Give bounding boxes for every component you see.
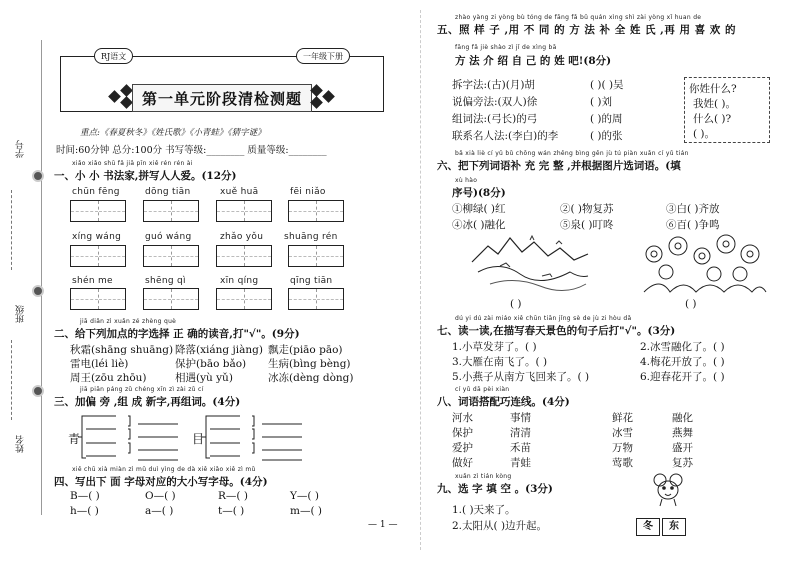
s8-title: 八、词语搭配巧连线。(4分) [437, 396, 570, 408]
idiom-item[interactable]: ②( )物复苏 [560, 203, 614, 215]
writing-grid[interactable] [70, 288, 126, 310]
s1-pinyin: xiǎo xiǎo shū fǎ jiā pīn xiě rén rén ài [72, 160, 193, 167]
writing-grid[interactable] [288, 245, 344, 267]
writing-grid[interactable] [70, 200, 126, 222]
letter-item[interactable]: m—( ) [290, 505, 322, 517]
subject-tag: RJ语文 [94, 48, 133, 64]
match-word[interactable]: 复苏 [672, 457, 693, 469]
sentence-item[interactable]: 2.冰雪融化了。( ) [640, 341, 725, 353]
match-word[interactable]: 保护 [452, 427, 473, 439]
s2-item[interactable]: 飘走(piāo pāo) [268, 344, 343, 356]
radical-group-1 [66, 412, 186, 462]
idiom-item[interactable]: ④冰( )融化 [452, 219, 506, 231]
letter-item[interactable]: O—( ) [145, 490, 176, 502]
writing-grid[interactable] [216, 245, 272, 267]
idiom-item[interactable]: ⑤泉( )叮咚 [560, 219, 614, 231]
binding-hole [32, 285, 44, 297]
river-ice-picture [470, 232, 590, 294]
idiom-item[interactable]: ①柳绿( )红 [452, 203, 506, 215]
s6-pinyin2: xù hào [455, 177, 478, 184]
match-word[interactable]: 盛开 [672, 442, 693, 454]
surname-blank[interactable]: ( )的张 [590, 130, 623, 142]
class-label: 班级 [16, 305, 26, 323]
match-word[interactable]: 做好 [452, 457, 473, 469]
match-word[interactable]: 禾苗 [510, 442, 531, 454]
sentence-item[interactable]: 4.梅花开放了。( ) [640, 356, 725, 368]
letter-item[interactable]: h—( ) [70, 505, 99, 517]
writing-grid[interactable] [216, 288, 272, 310]
match-word[interactable]: 燕舞 [672, 427, 693, 439]
page-title: 第一单元阶段清检测题 [132, 84, 312, 112]
s1-pinyin-word: fēi niǎo [290, 187, 326, 197]
s2-item[interactable]: 雷电(léi liè) [70, 358, 129, 370]
sentence-item[interactable]: 6.迎春花开了。( ) [640, 371, 725, 383]
s1-pinyin-word: xīn qíng [220, 276, 259, 286]
s1-pinyin-word: xuě huā [220, 187, 259, 197]
s2-item[interactable]: 冰冻(dèng dòng) [268, 372, 354, 384]
match-word[interactable]: 青蛙 [510, 457, 531, 469]
cut-line [11, 340, 12, 420]
s2-item[interactable]: 保护(bāo bǎo) [175, 358, 247, 370]
s3-pinyin: jiā piān páng zǔ chéng xīn zì zài zǔ cí [80, 386, 204, 393]
picture-answer-blank[interactable]: ( ) [685, 298, 697, 310]
bracket-lines [190, 412, 310, 462]
s7-pinyin: dú yi dú zài miáo xiě chūn tiān jǐng sè de jù zi hòu dǎ [455, 315, 632, 322]
s2-item[interactable]: 降落(xiáng jiàng) [175, 344, 263, 356]
base-char: 目 [192, 432, 205, 446]
letter-item[interactable]: B—( ) [70, 490, 100, 502]
surname-method: 联系名人法:(李白)的李 [452, 130, 559, 142]
s3-title: 三、加偏 旁 ,组 成 新字,再组词。(4分) [54, 396, 241, 408]
flowers-picture [640, 232, 768, 294]
s2-item[interactable]: 生病(bìng bèng) [268, 358, 351, 370]
letter-item[interactable]: R—( ) [218, 490, 248, 502]
s6-pinyin1: bǎ xià liè cí yǔ bǔ chōng wán zhěng bìng gēn jù tú piàn xuǎn cí yǔ tián [455, 150, 689, 157]
s6-title1: 六、把下列词语补 充 完 整 ,并根据图片选词语。(填 [437, 160, 681, 172]
fill-item[interactable]: 1.( )天来了。 [452, 504, 516, 516]
surname-method: 说偏旁法:(双人)徐 [452, 96, 538, 108]
match-word[interactable]: 万物 [612, 442, 633, 454]
sentence-item[interactable]: 3.大雁在南飞了。( ) [452, 356, 548, 368]
exam-info: 时间:60分钟 总分:100分 书写等级:________ 质量等级:________ [56, 145, 327, 156]
s9-title: 九、选 字 填 空 。(3分) [437, 483, 553, 495]
idiom-item[interactable]: ③白( )齐放 [666, 203, 720, 215]
page-divider [420, 10, 421, 550]
surname-blank[interactable]: ( )刘 [590, 96, 613, 108]
s1-title: 一、小 小 书法家,拼写人人爱。(12分) [54, 170, 237, 182]
fill-item[interactable]: 2.太阳从( )边升起。 [452, 520, 548, 532]
s7-title: 七、读一读,在描写春天景色的句子后打"√"。(3分) [437, 325, 676, 337]
base-char: 青 [68, 432, 81, 446]
dialogue-line[interactable]: ( )。 [693, 128, 716, 140]
writing-grid[interactable] [288, 288, 344, 310]
s2-item[interactable]: 周王(zōu zhōu) [70, 372, 147, 384]
s2-title: 二、给下列加点的字选择 正 确的读音,打"√"。(9分) [54, 328, 300, 340]
match-word[interactable]: 清清 [510, 427, 531, 439]
s1-pinyin-word: guó wáng [145, 232, 192, 242]
match-word[interactable]: 冰雪 [612, 427, 633, 439]
s1-pinyin-word: qīng tiān [290, 276, 333, 286]
char-card[interactable]: 冬 [636, 518, 660, 536]
s4-pinyin: xiě chū xià miàn zì mǔ duì yìng de dà xiě xiǎo xiě zì mǔ [72, 466, 256, 473]
s1-pinyin-word: dōng tiān [145, 187, 191, 197]
s1-pinyin-word: chūn fēng [72, 187, 120, 197]
match-word[interactable]: 事情 [510, 412, 531, 424]
s1-pinyin-word: shuāng rén [284, 232, 338, 242]
name-label: 姓名 [16, 435, 26, 453]
sentence-item[interactable]: 5.小燕子从南方飞回来了。( ) [452, 371, 590, 383]
letter-item[interactable]: a—( ) [145, 505, 174, 517]
binding-hole [32, 170, 44, 182]
letter-item[interactable]: Y—( ) [290, 490, 319, 502]
s6-title2: 序号)(8分) [452, 187, 506, 199]
surname-blank[interactable]: ( )( )吴 [590, 79, 624, 91]
s2-pinyin: jiā diǎn zì xuǎn zé zhèng què [80, 318, 177, 325]
match-word[interactable]: 河水 [452, 412, 473, 424]
dialogue-box [684, 77, 770, 143]
radical-group-2 [190, 412, 310, 462]
s9-pinyin: xuǎn zì tián kòng [455, 473, 512, 480]
s5-pinyin2: fāng fǎ jiè shào zì jǐ de xìng bā [455, 44, 557, 51]
mouse-mascot [648, 472, 688, 508]
binding-margin [6, 40, 42, 515]
s2-item[interactable]: 相遇(yù yǔ) [175, 372, 233, 384]
s4-title: 四、写出下 面 字母对应的大小写字母。(4分) [54, 476, 268, 488]
s5-title2: 方 法 介 绍 自 己 的 姓 吧!(8分) [455, 55, 612, 67]
dialogue-line[interactable]: 什么( )? [693, 113, 732, 125]
match-word[interactable]: 鲜花 [612, 412, 633, 424]
grade-tag: 一年级下册 [296, 48, 350, 64]
s1-pinyin-word: shēng qì [145, 276, 186, 286]
title-banner [60, 42, 384, 122]
s1-pinyin-word: xíng wáng [72, 232, 122, 242]
letter-item[interactable]: t—( ) [218, 505, 245, 517]
binding-hole [32, 385, 44, 397]
match-word[interactable]: 莺歌 [612, 457, 633, 469]
picture-answer-blank[interactable]: ( ) [510, 298, 522, 310]
match-word[interactable]: 爱护 [452, 442, 473, 454]
student-number-label: 学号 [16, 140, 26, 158]
s1-pinyin-word: zhǎo yǒu [220, 232, 264, 242]
writing-grid[interactable] [143, 245, 199, 267]
dialogue-line: 你姓什么? [689, 83, 737, 95]
s8-pinyin: cí yǔ dā pèi xiàn [455, 386, 510, 393]
writing-grid[interactable] [143, 288, 199, 310]
match-word[interactable]: 融化 [672, 412, 693, 424]
writing-grid[interactable] [216, 200, 272, 222]
surname-method: 组词法:(弓长)的弓 [452, 113, 538, 125]
bracket-lines [66, 412, 186, 462]
idiom-item[interactable]: ⑥百( )争鸣 [666, 219, 720, 231]
writing-grid[interactable] [70, 245, 126, 267]
sentence-item[interactable]: 1.小草发芽了。( ) [452, 341, 537, 353]
s1-pinyin-word: shén me [72, 276, 113, 286]
writing-grid[interactable] [143, 200, 199, 222]
s2-item[interactable]: 秋霜(shāng shuāng) [70, 344, 174, 356]
page-number: — 1 — [368, 520, 398, 530]
s5-title1: 五、照 样 子 ,用 不 同 的 方 法 补 全 姓 氏 ,再 用 喜 欢 的 [437, 24, 736, 36]
writing-grid[interactable] [288, 200, 344, 222]
s5-pinyin1: zhào yàng zi yòng bù tóng de fāng fǎ bǔ quán xìng shì zài yòng xǐ huan de [455, 14, 702, 21]
dialogue-line[interactable]: 我姓( )。 [693, 98, 737, 110]
surname-blank[interactable]: ( )的周 [590, 113, 623, 125]
focus-line: 重点:《春夏秋冬》《姓氏歌》《小青蛙》《猜字谜》 [80, 128, 266, 138]
cut-line [11, 190, 12, 270]
surname-method: 拆字法:(古)(月)胡 [452, 79, 535, 91]
char-card[interactable]: 东 [662, 518, 686, 536]
